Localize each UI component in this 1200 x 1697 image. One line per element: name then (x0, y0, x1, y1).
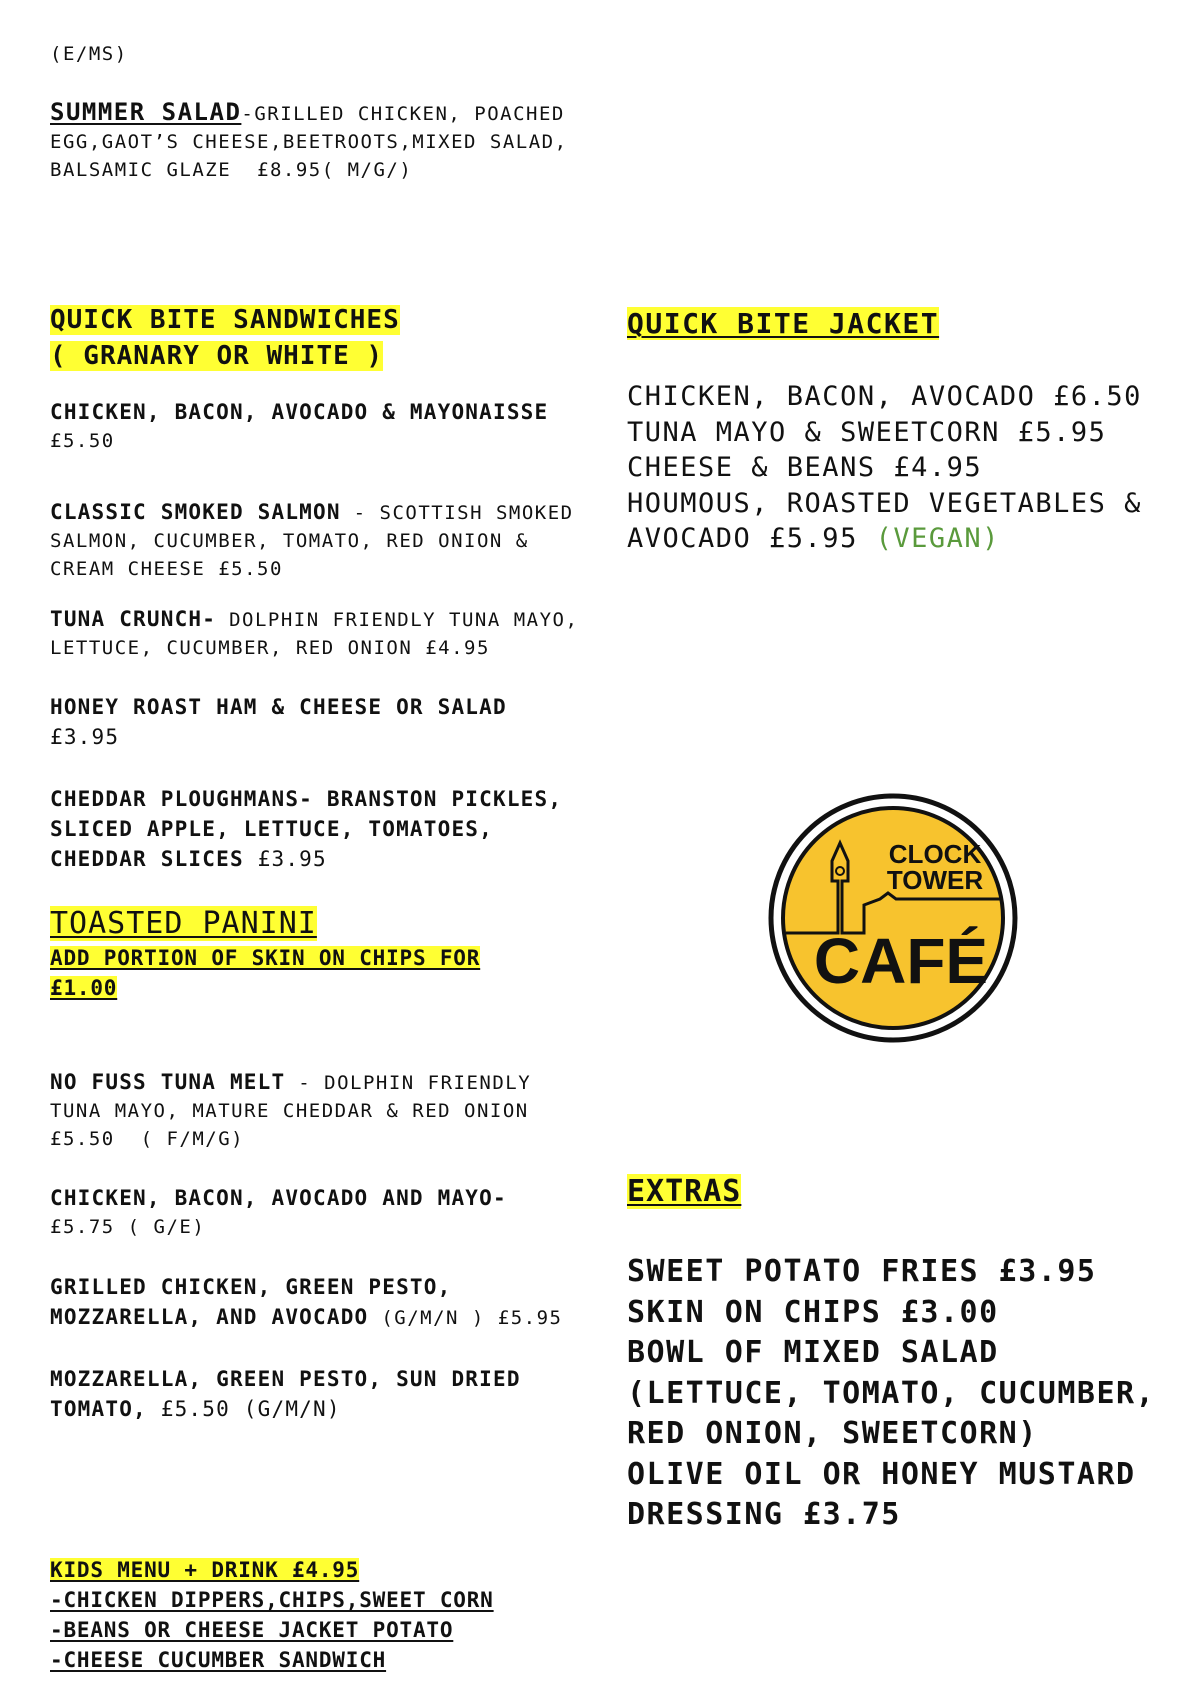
sandwich-item-price: LETTUCE, CUCUMBER, RED ONION £4.95 (50, 637, 490, 659)
sandwich-item-name: TUNA CRUNCH- (50, 607, 217, 631)
vegan-label: (VEGAN) (875, 523, 1000, 554)
sandwich-item (50, 692, 630, 752)
panini-item-price: £5.50 (G/M/N) (146, 1397, 341, 1421)
extras-heading-block (627, 1172, 741, 1212)
panini-subheading-price: £1.00 (50, 976, 118, 1000)
sandwich-item-desc: CHEDDAR SLICES (50, 847, 244, 871)
jacket-item: AVOCADO £5.95 (627, 523, 858, 554)
sandwich-item-name: CHEDDAR PLOUGHMANS- BRANSTON PICKLES, (50, 787, 563, 811)
sandwiches-heading (50, 302, 400, 374)
panini-subheading: ADD PORTION OF SKIN ON CHIPS FOR (50, 946, 481, 970)
summer-salad-desc: -GRILLED CHICKEN, POACHED (241, 103, 565, 125)
panini-item-desc: MOZZARELLA, AND AVOCADO (50, 1305, 369, 1329)
clock-tower-cafe-logo (768, 783, 1018, 1053)
panini-item (50, 1183, 630, 1241)
panini-item-name: MOZZARELLA, GREEN PESTO, SUN DRIED (50, 1367, 521, 1391)
sandwiches-heading-line2: ( GRANARY OR WHITE ) (50, 341, 384, 371)
summer-salad-desc-line: EGG,GAOT’S CHEESE,BEETROOTS,MIXED SALAD, (50, 131, 568, 153)
summer-salad-section (50, 98, 610, 184)
logo-text-cafe: CAFÉ (813, 925, 989, 997)
extras-item: RED ONION, SWEETCORN) (627, 1416, 1038, 1451)
sandwich-item-price: CREAM CHEESE £5.50 (50, 558, 283, 580)
panini-item-name: GRILLED CHICKEN, GREEN PESTO, (50, 1275, 452, 1299)
sandwiches-heading-line1: QUICK BITE SANDWICHES (50, 305, 400, 335)
panini-item (50, 1272, 630, 1332)
kids-menu-option: -CHEESE CUCUMBER SANDWICH (50, 1648, 387, 1672)
extras-item: BOWL OF MIXED SALAD (627, 1335, 999, 1370)
sandwich-item-desc: DOLPHIN FRIENDLY TUNA MAYO, (216, 609, 579, 631)
sandwich-item-desc: SALMON, CUCUMBER, TOMATO, RED ONION & (50, 530, 529, 552)
sandwich-item (50, 497, 630, 583)
panini-item-desc: - DOLPHIN FRIENDLY (285, 1072, 532, 1094)
sandwich-item-price: £5.50 (50, 430, 115, 452)
summer-salad-price-line: BALSAMIC GLAZE £8.95( M/G/) (50, 159, 413, 181)
extras-item: (LETTUCE, TOMATO, CUCUMBER, (627, 1375, 1156, 1411)
jacket-list (627, 379, 1187, 557)
logo-text-clock: CLOCK (888, 839, 982, 869)
sandwich-item-desc: SLICED APPLE, LETTUCE, TOMATOES, (50, 817, 493, 841)
panini-item-name: CHICKEN, BACON, AVOCADO AND MAYO- (50, 1186, 507, 1210)
panini-item-desc: TUNA MAYO, MATURE CHEDDAR & RED ONION (50, 1100, 529, 1122)
jacket-item: CHEESE & BEANS £4.95 (627, 452, 983, 483)
kids-menu (50, 1555, 494, 1675)
sandwich-item (50, 604, 630, 662)
jacket-item: HOUMOUS, ROASTED VEGETABLES & (627, 487, 1142, 519)
extras-heading: EXTRAS (627, 1174, 742, 1209)
extras-item: SWEET POTATO FRIES £3.95 (627, 1254, 1097, 1289)
sandwich-item (50, 784, 630, 874)
panini-item-name: NO FUSS TUNA MELT (50, 1070, 286, 1094)
jacket-heading: QUICK BITE JACKET (627, 307, 940, 340)
sandwich-item-desc: - SCOTTISH SMOKED (340, 502, 574, 524)
extras-list (627, 1252, 1197, 1536)
allergen-code-top: (E/MS) (50, 43, 128, 65)
panini-item-desc: TOMATO, (50, 1397, 147, 1421)
panini-heading-block (50, 905, 480, 1003)
jacket-item: CHICKEN, BACON, AVOCADO £6.50 (627, 381, 1142, 412)
logo-graphic (768, 783, 1018, 1053)
panini-item (50, 1364, 630, 1424)
panini-item (50, 1067, 630, 1153)
panini-item-price: (G/M/N ) £5.95 (368, 1307, 563, 1329)
kids-menu-title: KIDS MENU + DRINK £4.95 (50, 1558, 360, 1582)
panini-item-price: £5.75 ( G/E) (50, 1216, 206, 1238)
sandwich-item-name: CHICKEN, BACON, AVOCADO & MAYONAISSE (50, 400, 549, 424)
panini-heading: TOASTED PANINI (50, 906, 317, 941)
sandwich-item-name: CLASSIC SMOKED SALMON (50, 500, 341, 524)
summer-salad-title: SUMMER SALAD (50, 98, 242, 126)
sandwich-item-name: HONEY ROAST HAM & CHEESE OR SALAD (50, 695, 507, 719)
jacket-item: TUNA MAYO & SWEETCORN £5.95 (627, 416, 1107, 448)
extras-item: DRESSING £3.75 (627, 1497, 901, 1532)
jacket-heading-block (627, 305, 939, 343)
sandwich-item (50, 397, 630, 455)
logo-text-tower: TOWER (886, 865, 984, 895)
kids-menu-option: -BEANS OR CHEESE JACKET POTATO (50, 1618, 454, 1642)
sandwich-item-price: £3.95 (243, 847, 327, 871)
panini-item-price: £5.50 ( F/M/G) (50, 1128, 245, 1150)
sandwich-item-price: £3.95 (50, 725, 120, 749)
extras-item: OLIVE OIL OR HONEY MUSTARD (627, 1456, 1136, 1492)
kids-menu-option: -CHICKEN DIPPERS,CHIPS,SWEET CORN (50, 1588, 494, 1612)
extras-item: SKIN ON CHIPS £3.00 (627, 1294, 999, 1330)
